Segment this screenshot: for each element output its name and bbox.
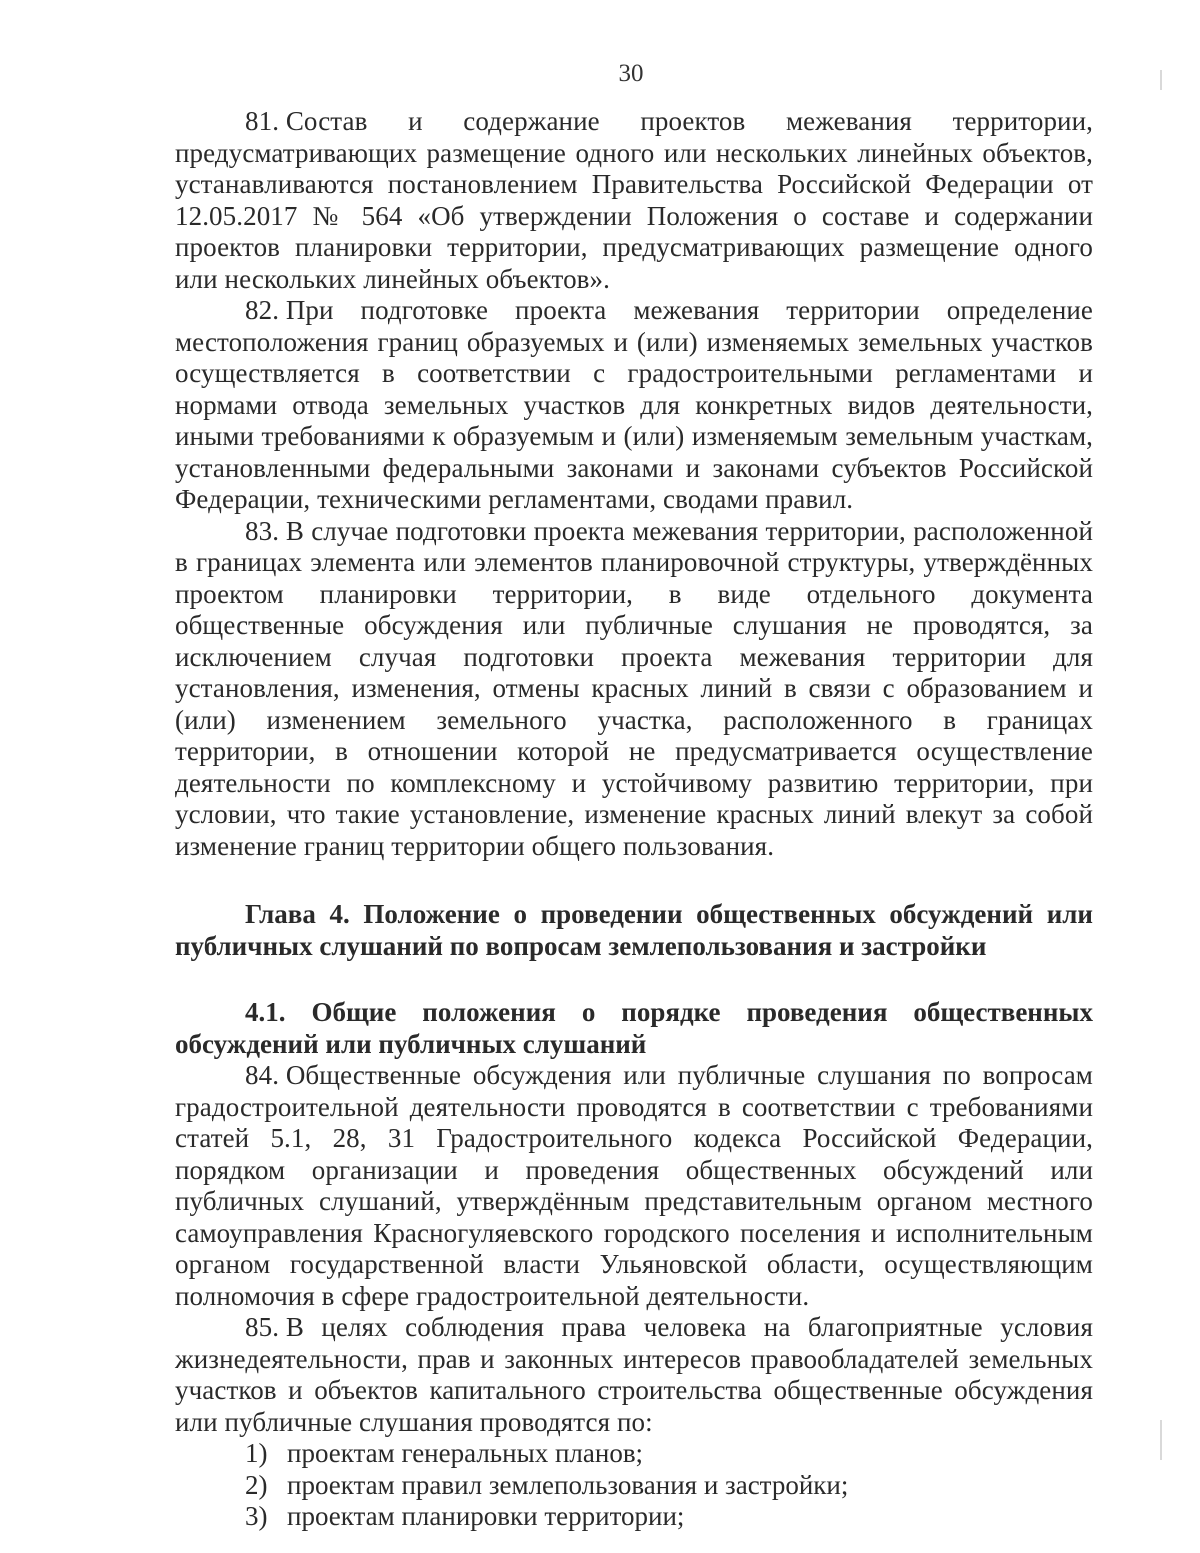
list-item [175, 1438, 1093, 1470]
paragraph-82 [175, 295, 1093, 516]
paragraph-85 [175, 1312, 1093, 1438]
page-number: 30 [618, 60, 644, 87]
paragraph-number: 83. [245, 515, 280, 546]
paragraph-number: 85. [245, 1312, 280, 1342]
paragraph-text: При подготовке проекта межевания территории определение местоположения границ образуемых и (или) изменяемых земельных участков осуществляется в соответствии с градостроительными регламентами и нормами отвода земельных участков для конкретных видов деятельности, иными требованиями к образуемым и (или) изменяемым земельным участкам, установленными федеральными законами и законами субъектов Российской Федерации, техническими регламентами, сводами правил. [175, 295, 1093, 514]
paragraph-number: 81. [245, 106, 280, 136]
numbered-list [175, 1438, 1093, 1533]
paragraph-81 [175, 106, 1093, 295]
paragraph-text: В случае подготовки проекта межевания территории, расположенной в границах элемента или элементов планировочной структуры, утверждённых проектом планировки территории, в виде отдельного документа общественные обсуждения или публичные слушания не проводятся, за исключением случая подготовки проекта межевания территории для установления, изменения, отмены красных линий в связи с образованием и (или) изменением земельного участка, расположенного в границах территории, в отношении которой не предусматривается осуществление деятельности по комплексному и устойчивому развитию территории, при условии, что такие установление, изменение красных линий влекут за собой изменение границ территории общего пользования. [175, 515, 1093, 861]
paragraph-text: Состав и содержание проектов межевания территории, предусматривающих размещение одного или нескольких линейных объектов, устанавливаются постановлением Правительства Российской Федерации от 12.05.2017 № 564 «Об утверждении Положения о составе и содержании проектов планировки территории, предусматривающих размещение одного или нескольких линейных объектов». [175, 106, 1093, 294]
list-item-text: проектам планировки территории; [287, 1501, 685, 1531]
list-item [175, 1470, 1093, 1502]
paragraph-number: 82. [245, 295, 280, 325]
chapter-heading: Глава 4. Положение о проведении общественных обсуждений или публичных слушаний по вопросам землепользования и застройки [175, 899, 1093, 961]
paragraph-text: В целях соблюдения права человека на благоприятные условия жизнедеятельности, прав и законных интересов правообладателей земельных участков и объектов капитального строительства общественные обсуждения или публичные слушания проводятся по: [175, 1312, 1093, 1437]
list-marker: 2) [245, 1469, 268, 1500]
document-body [175, 106, 1093, 1533]
paragraph-83 [175, 516, 1093, 863]
paragraph-number: 84. [245, 1060, 280, 1090]
list-item-text: проектам правил землепользования и застройки; [287, 1469, 849, 1500]
scan-edge-mark [1160, 70, 1162, 90]
list-item [175, 1501, 1093, 1533]
list-item-text: проектам генеральных планов; [287, 1438, 644, 1468]
list-marker: 1) [245, 1438, 268, 1468]
list-marker: 3) [245, 1501, 268, 1531]
section-heading: 4.1. Общие положения о порядке проведения общественных обсуждений или публичных слушаний [175, 997, 1093, 1059]
scan-edge-mark [1160, 1420, 1162, 1460]
paragraph-84 [175, 1060, 1093, 1312]
paragraph-text: Общественные обсуждения или публичные слушания по вопросам градостроительной деятельности проводятся в соответствии с требованиями статей 5.1, 28, 31 Градостроительного кодекса Российской Федерации, порядком организации и проведения общественных обсуждений или публичных слушаний, утверждённым представительным органом местного самоуправления Красногуляевского городского поселения и исполнительным органом государственной власти Ульяновской области, осуществляющим полномочия в сфере градостроительной деятельности. [175, 1060, 1093, 1311]
